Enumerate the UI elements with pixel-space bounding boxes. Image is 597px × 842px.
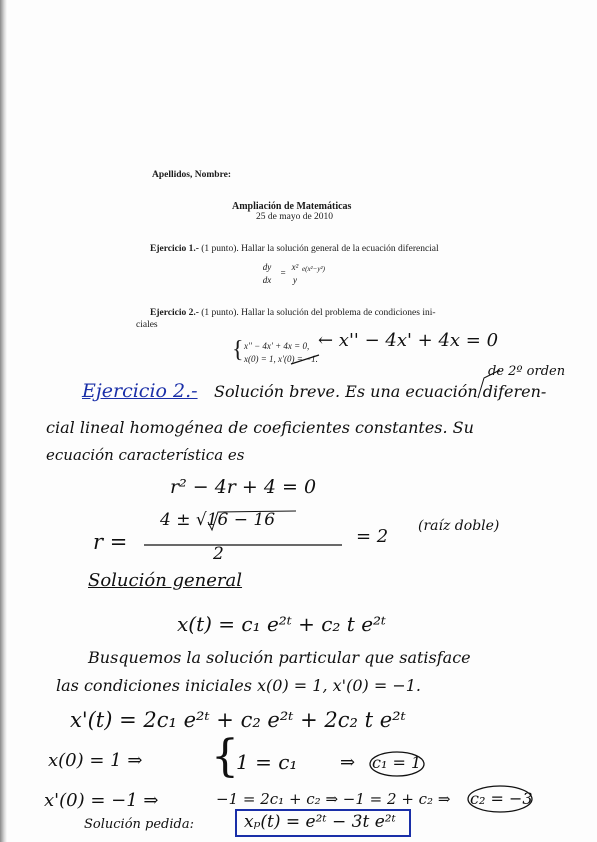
- eq-equals: =: [279, 268, 287, 278]
- condition1-result: c₁ = 1: [372, 753, 422, 772]
- general-solution-title: Solución general: [88, 570, 243, 591]
- strikethrough-mark: [291, 355, 319, 364]
- exercise2-text-line2: ciales: [136, 320, 158, 330]
- condition1-lhs: x(0) = 1 ⇒: [48, 750, 143, 771]
- general-solution-equation: x(t) = c₁ e²ᵗ + c₂ t e²ᵗ: [177, 612, 386, 636]
- conditions-brace: {: [211, 731, 239, 782]
- solution-heading-rest: Solución breve. Es una ecuación diferen-: [214, 382, 547, 401]
- course-title: Ampliación de Matemáticas: [232, 201, 352, 212]
- exam-date: 25 de mayo de 2010: [256, 212, 334, 222]
- exercise1-text: (1 punto). Hallar la solución general de la ecuación diferencial: [201, 244, 439, 254]
- particular-line2: las condiciones iniciales x(0) = 1, x'(0) = −1.: [56, 676, 421, 695]
- c2-result-circle: [468, 786, 532, 812]
- solution-heading: Ejercicio 2.-: [82, 380, 198, 402]
- final-label: Solución pedida:: [84, 817, 194, 832]
- system-line2: x(0) = 1, x'(0) = −1.: [244, 354, 318, 364]
- particular-line1: Busquemos la solución particular que satisface: [88, 648, 471, 667]
- root-note: (raíz doble): [418, 518, 500, 534]
- exercise1-label: Ejercicio 1.-: [150, 244, 199, 254]
- eq-rhs-den: y: [293, 275, 297, 285]
- eq-rhs-exp: e(x²−y²): [302, 265, 325, 273]
- eq-lhs-den: dx: [262, 275, 272, 285]
- condition2-lhs: x'(0) = −1 ⇒: [44, 790, 159, 811]
- name-label: Apellidos, Nombre:: [152, 170, 231, 180]
- system-line1: x'' − 4x' + 4x = 0,: [244, 341, 310, 351]
- eq-lhs-num: dy: [262, 262, 272, 272]
- root-lhs: r =: [93, 530, 128, 554]
- c1-result-circle: [370, 752, 424, 776]
- system-brace: {: [232, 337, 244, 363]
- root-denominator: 2: [213, 544, 224, 564]
- exercise2-label: Ejercicio 2.-: [150, 308, 199, 318]
- solution-line2: cial lineal homogénea de coeficientes constantes. Su: [46, 418, 474, 437]
- eq-rhs-num: x²: [291, 262, 299, 272]
- root-numerator: 4 ± √16 − 16: [160, 510, 276, 530]
- exercise2-annotation: ← x'' − 4x' + 4x = 0: [318, 330, 499, 351]
- solution-insert: de 2º orden: [488, 364, 566, 379]
- insert-caret: [478, 370, 500, 398]
- condition1-middle: 1 = c₁: [236, 750, 298, 774]
- characteristic-equation: r² − 4r + 4 = 0: [170, 476, 317, 498]
- condition2-result: c₂ = −3: [470, 789, 533, 808]
- condition2-middle: −1 = 2c₁ + c₂ ⇒ −1 = 2 + c₂ ⇒: [216, 790, 451, 808]
- derivative-equation: x'(t) = 2c₁ e²ᵗ + c₂ e²ᵗ + 2c₂ t e²ᵗ: [70, 708, 406, 732]
- solution-line3: ecuación característica es: [46, 446, 245, 464]
- final-equation: xₚ(t) = e²ᵗ − 3t e²ᵗ: [244, 812, 396, 832]
- final-answer-box: [236, 810, 410, 836]
- root-rhs: = 2: [356, 526, 389, 547]
- condition1-arrow: ⇒: [340, 752, 356, 773]
- exercise2-text-line1: (1 punto). Hallar la solución del problema de condiciones ini-: [201, 308, 436, 318]
- sqrt-overline: [208, 511, 296, 530]
